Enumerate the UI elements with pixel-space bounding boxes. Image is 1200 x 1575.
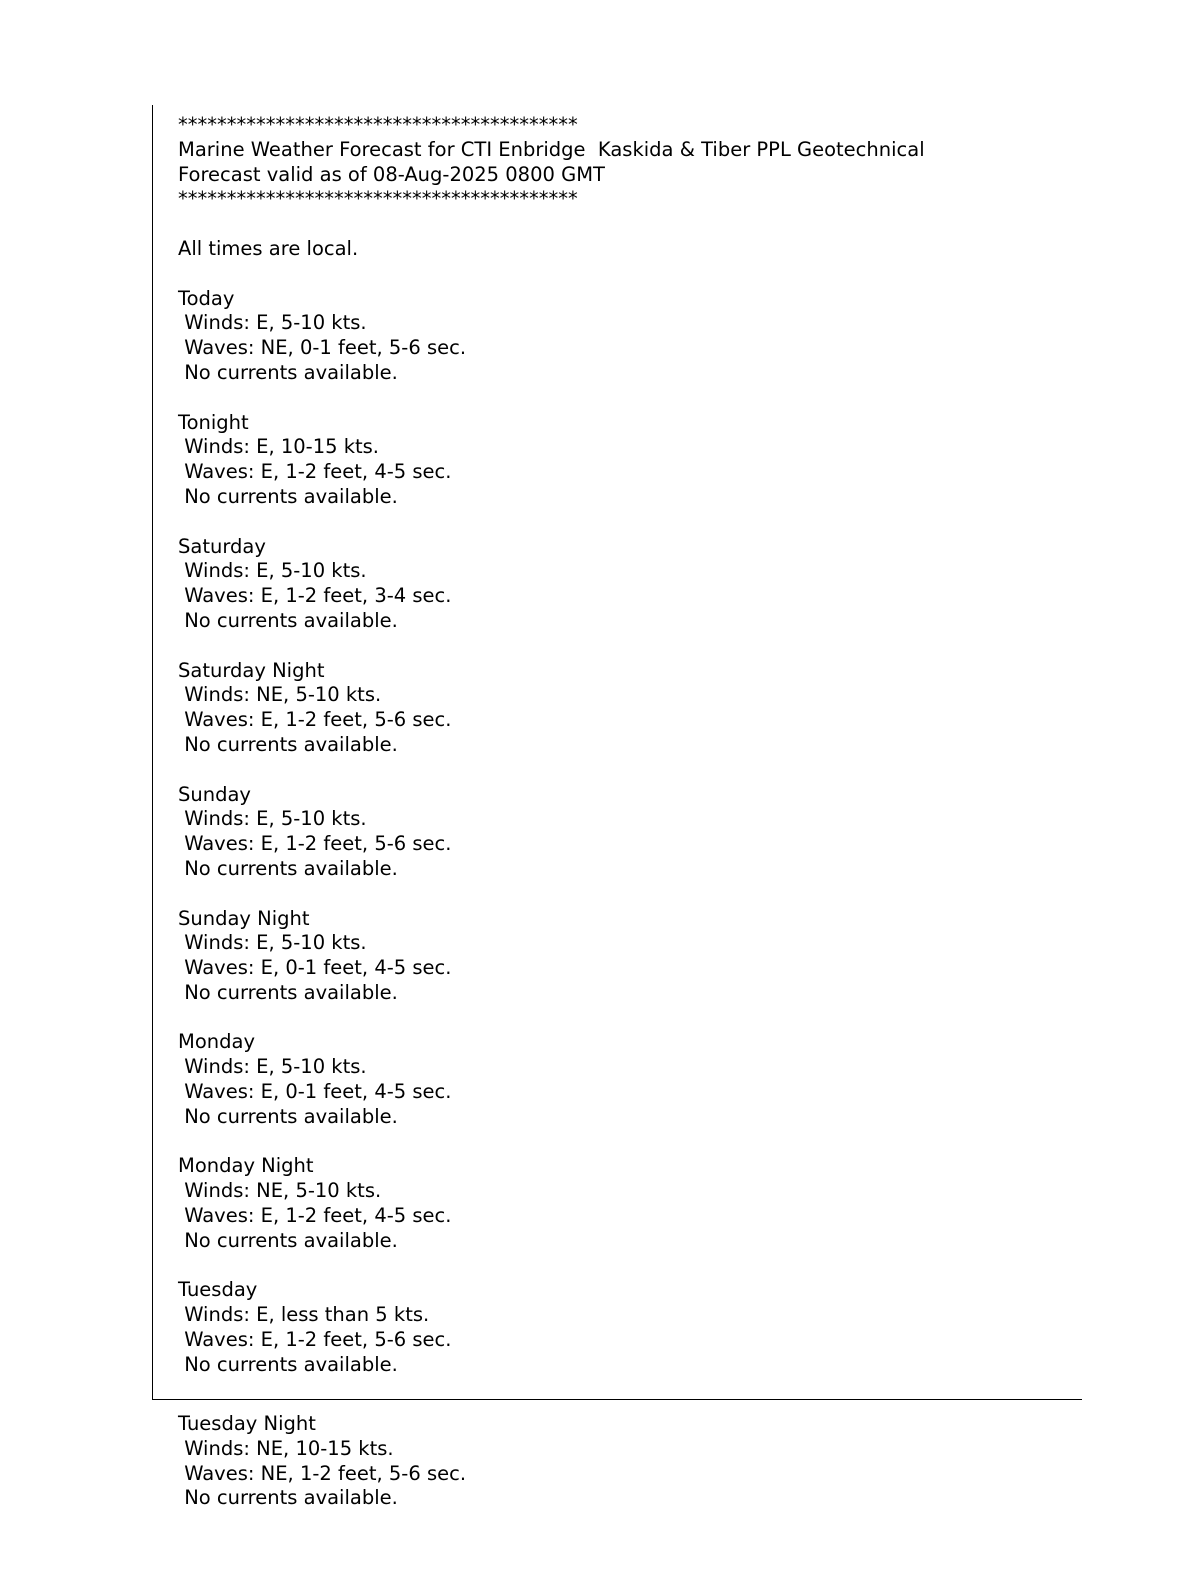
period-winds: Winds: NE, 5-10 kts.: [178, 683, 382, 707]
spacer: [178, 758, 1078, 783]
period-name: Tuesday: [178, 1278, 258, 1302]
forecast-period: [178, 1154, 1078, 1253]
spacer: [178, 386, 1078, 411]
period-winds: Winds: NE, 5-10 kts.: [178, 1179, 382, 1203]
spacer: [178, 882, 1078, 907]
period-name: Sunday: [178, 782, 251, 806]
period-currents: No currents available.: [178, 732, 398, 756]
period-currents: No currents available.: [178, 1228, 398, 1252]
forecast-body: [178, 113, 1078, 1378]
forecast-period: [178, 1030, 1078, 1129]
period-waves: Waves: E, 1-2 feet, 3-4 sec.: [178, 584, 452, 608]
period-name: Monday Night: [178, 1154, 314, 1178]
period-currents: No currents available.: [178, 1352, 398, 1376]
period-waves: Waves: E, 1-2 feet, 5-6 sec.: [178, 708, 452, 732]
forecast-title: Marine Weather Forecast for CTI Enbridge Kaskida & Tiber PPL Geotechnical: [178, 137, 925, 161]
period-name: Today: [178, 286, 235, 310]
forecast-period: [178, 783, 1078, 882]
period-name: Tuesday Night: [178, 1412, 316, 1435]
period-currents: No currents available.: [178, 360, 398, 384]
period-waves: Waves: E, 0-1 feet, 4-5 sec.: [178, 956, 452, 980]
period-waves: Waves: NE, 1-2 feet, 5-6 sec.: [178, 1461, 467, 1485]
period-currents: No currents available.: [178, 608, 398, 632]
forecast-period: [178, 287, 1078, 386]
period-name: Monday: [178, 1030, 255, 1054]
period-winds: Winds: E, less than 5 kts.: [178, 1303, 430, 1327]
header-rule-bottom: *****************************************: [178, 187, 578, 211]
period-waves: Waves: E, 1-2 feet, 5-6 sec.: [178, 832, 452, 856]
period-waves: Waves: E, 1-2 feet, 4-5 sec.: [178, 460, 452, 484]
period-currents: No currents available.: [178, 1486, 398, 1510]
period-winds: Winds: NE, 10-15 kts.: [178, 1436, 394, 1460]
period-winds: Winds: E, 5-10 kts.: [178, 807, 367, 831]
period-winds: Winds: E, 10-15 kts.: [178, 435, 380, 459]
period-currents: No currents available.: [178, 1104, 398, 1128]
spacer: [178, 1254, 1078, 1279]
spacer: [178, 262, 1078, 287]
times-note: All times are local.: [178, 236, 359, 260]
period-currents: No currents available.: [178, 980, 398, 1004]
period-name: Tonight: [178, 410, 249, 434]
period-name: Saturday: [178, 534, 266, 558]
forecast-period: [178, 907, 1078, 1006]
spacer: [178, 510, 1078, 535]
spacer: [178, 634, 1078, 659]
period-waves: Waves: E, 0-1 feet, 4-5 sec.: [178, 1080, 452, 1104]
header-rule-top: *****************************************: [178, 113, 578, 136]
period-winds: Winds: E, 5-10 kts.: [178, 559, 367, 583]
period-name: Saturday Night: [178, 658, 325, 682]
spacer: [178, 1006, 1078, 1031]
period-waves: Waves: NE, 0-1 feet, 5-6 sec.: [178, 336, 467, 360]
period-winds: Winds: E, 5-10 kts.: [178, 1055, 367, 1079]
forecast-period: [178, 1412, 1078, 1511]
forecast-period: [178, 659, 1078, 758]
spacer: [178, 1130, 1078, 1155]
period-waves: Waves: E, 1-2 feet, 5-6 sec.: [178, 1328, 452, 1352]
period-currents: No currents available.: [178, 484, 398, 508]
forecast-validity: Forecast valid as of 08-Aug-2025 0800 GMT: [178, 162, 605, 186]
period-currents: No currents available.: [178, 856, 398, 880]
forecast-period: [178, 1278, 1078, 1377]
period-name: Sunday Night: [178, 906, 310, 930]
period-winds: Winds: E, 5-10 kts.: [178, 311, 367, 335]
spacer: [178, 212, 1078, 237]
period-winds: Winds: E, 5-10 kts.: [178, 931, 367, 955]
period-waves: Waves: E, 1-2 feet, 4-5 sec.: [178, 1204, 452, 1228]
forecast-period: [178, 411, 1078, 510]
forecast-period: [178, 535, 1078, 634]
